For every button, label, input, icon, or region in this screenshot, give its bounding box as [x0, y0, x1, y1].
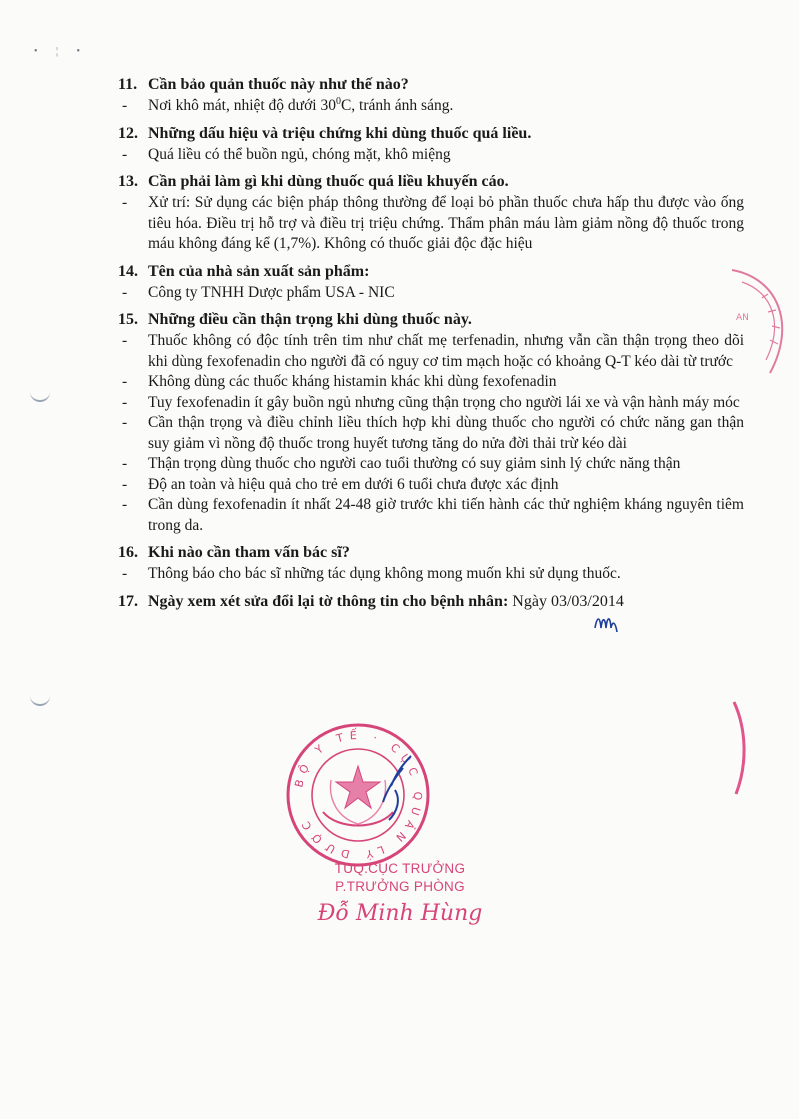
partial-stamp-arc-icon — [712, 698, 762, 798]
text-run: Công ty TNHH Dược phẩm USA - NIC — [148, 283, 395, 301]
dash-bullet: - — [122, 97, 128, 114]
list-item-text — [148, 145, 744, 166]
list-item-text — [148, 96, 744, 117]
text-run: Không dùng các thuốc kháng histamin khác khi dùng fexofenadin — [148, 373, 557, 390]
svg-text:BỘ Y TẾ · CỤC QUẢN LÝ DƯỢC: BỘ Y TẾ · CỤC QUẢN LÝ DƯỢC — [292, 728, 425, 862]
signer-title-line2: P.TRƯỞNG PHÒNG — [335, 879, 465, 894]
section-number: 13. — [118, 173, 138, 190]
text-run: Độ an toàn và hiệu quả cho trẻ em dưới 6 tuổi chưa được xác định — [148, 475, 559, 493]
section-number: 17. — [118, 592, 138, 610]
section-13 — [118, 171, 744, 255]
dash-bullet: - — [122, 393, 128, 411]
list-item-text — [148, 495, 744, 536]
bullet-list — [118, 564, 744, 585]
list-item-text — [148, 331, 744, 372]
section-title: Những điều cần thận trọng khi dùng thuốc này. — [148, 311, 472, 328]
list-item — [118, 475, 744, 496]
dash-bullet: - — [122, 145, 128, 163]
dash-bullet: - — [122, 414, 128, 431]
dash-bullet: - — [122, 373, 128, 390]
section-title: Tên của nhà sản xuất sản phẩm: — [148, 262, 370, 280]
section-heading — [118, 261, 744, 283]
signer-title-line1: TUQ.CỤC TRƯỞNG — [334, 861, 466, 876]
dash-bullet: - — [122, 332, 128, 349]
list-item — [118, 193, 744, 255]
bullet-list — [118, 331, 744, 536]
bullet-list — [118, 96, 744, 117]
signature-block — [300, 860, 500, 928]
signer-name: Đỗ Minh Hùng — [317, 901, 483, 926]
section-heading — [118, 309, 744, 331]
dash-bullet: - — [122, 475, 128, 493]
section-number: 14. — [118, 262, 138, 280]
dash-bullet: - — [122, 283, 128, 301]
bullet-list — [118, 283, 744, 304]
review-date-label: Ngày xem xét sửa đổi lại tờ thông tin cho bệnh nhân: — [148, 592, 509, 610]
list-item — [118, 495, 744, 536]
document-body — [118, 74, 744, 619]
bullet-list — [118, 193, 744, 255]
section-heading — [118, 74, 744, 96]
official-seal-icon — [283, 720, 433, 870]
handwritten-initials-icon — [592, 606, 622, 636]
svg-text:AN: AN — [736, 313, 749, 323]
text-run: Thông báo cho bác sĩ những tác dụng không mong muốn khi sử dụng thuốc. — [148, 565, 621, 582]
section-number: 16. — [118, 544, 138, 561]
list-item-text — [148, 475, 744, 496]
dash-bullet: - — [122, 496, 128, 513]
section-heading — [118, 123, 744, 145]
partial-stamp-icon — [722, 268, 792, 378]
dash-bullet: - — [122, 455, 128, 472]
list-item-text — [148, 283, 744, 304]
text-run: Nơi khô mát, nhiệt độ dưới 30 — [148, 97, 336, 114]
list-item — [118, 413, 744, 454]
section-15 — [118, 309, 744, 536]
scan-speck: • ¦ • — [34, 46, 89, 57]
text-run: Cần dùng fexofenadin ít nhất 24-48 giờ trước khi tiến hành các thử nghiệm kháng nguyên tiêm trong da. — [148, 496, 744, 534]
text-run: Quá liều có thể buồn ngủ, chóng mặt, khô miệng — [148, 145, 451, 163]
section-heading — [118, 542, 744, 564]
section-heading — [118, 591, 744, 613]
section-number: 15. — [118, 311, 138, 328]
list-item-text — [148, 413, 744, 454]
superscript: 0 — [335, 95, 341, 107]
text-run: Thận trọng dùng thuốc cho người cao tuổi thường có suy giảm sinh lý chức năng thận — [148, 455, 681, 472]
text-run: C, tránh ánh sáng. — [340, 97, 454, 114]
section-number: 11. — [118, 76, 138, 93]
list-item-text — [148, 564, 744, 585]
section-title — [148, 591, 624, 613]
section-number: 12. — [118, 124, 138, 142]
text-run: Cần thận trọng và điều chỉnh liều thích hợp khi dùng thuốc cho người có chức năng gan thận suy giảm vì nồng độ thuốc trong huyết tương tăng do nửa đời thải trừ kéo dài — [148, 414, 744, 452]
section-14 — [118, 261, 744, 304]
section-17 — [118, 591, 744, 613]
text-run: Tuy fexofenadin ít gây buồn ngủ nhưng cũng thận trọng cho người lái xe và vận hành máy móc — [148, 393, 740, 411]
list-item — [118, 96, 744, 117]
text-run: Xử trí: Sử dụng các biện pháp thông thường để loại bỏ phần thuốc chưa hấp thu được vào ống tiêu hóa. Điều trị hỗ trợ và điều trị triệu chứng. Thẩm phân máu làm giảm nồng độ thuốc trong máu không đáng kể (1,7%). Không có thuốc giải độc đặc hiệu — [148, 194, 744, 252]
section-title: Những dấu hiệu và triệu chứng khi dùng thuốc quá liều. — [148, 124, 532, 142]
list-item — [118, 393, 744, 414]
dash-bullet: - — [122, 194, 128, 211]
list-item — [118, 372, 744, 393]
punch-hole-mark — [30, 692, 50, 706]
list-item — [118, 454, 744, 475]
list-item — [118, 564, 744, 585]
dash-bullet: - — [122, 565, 128, 582]
list-item-text — [148, 193, 744, 255]
list-item-text — [148, 393, 744, 414]
text-run: Thuốc không có độc tính trên tim như chất mẹ terfenadin, nhưng vẫn cần thận trọng theo dõi khi dùng fexofenadin cho người đã có nguy cơ tim mạch hoặc có khoảng Q-T kéo dài từ trước — [148, 332, 744, 370]
section-16 — [118, 542, 744, 585]
section-title: Cần phải làm gì khi dùng thuốc quá liều khuyến cáo. — [148, 173, 509, 190]
section-title: Khi nào cần tham vấn bác sĩ? — [148, 544, 350, 561]
section-12 — [118, 123, 744, 166]
punch-hole-mark — [30, 388, 50, 402]
section-heading — [118, 171, 744, 193]
section-title: Cần bảo quản thuốc này như thế nào? — [148, 76, 409, 93]
review-date-value: Ngày 03/03/2014 — [512, 592, 624, 610]
list-item — [118, 283, 744, 304]
bullet-list — [118, 145, 744, 166]
section-11 — [118, 74, 744, 117]
list-item-text — [148, 454, 744, 475]
list-item — [118, 145, 744, 166]
list-item — [118, 331, 744, 372]
list-item-text — [148, 372, 744, 393]
